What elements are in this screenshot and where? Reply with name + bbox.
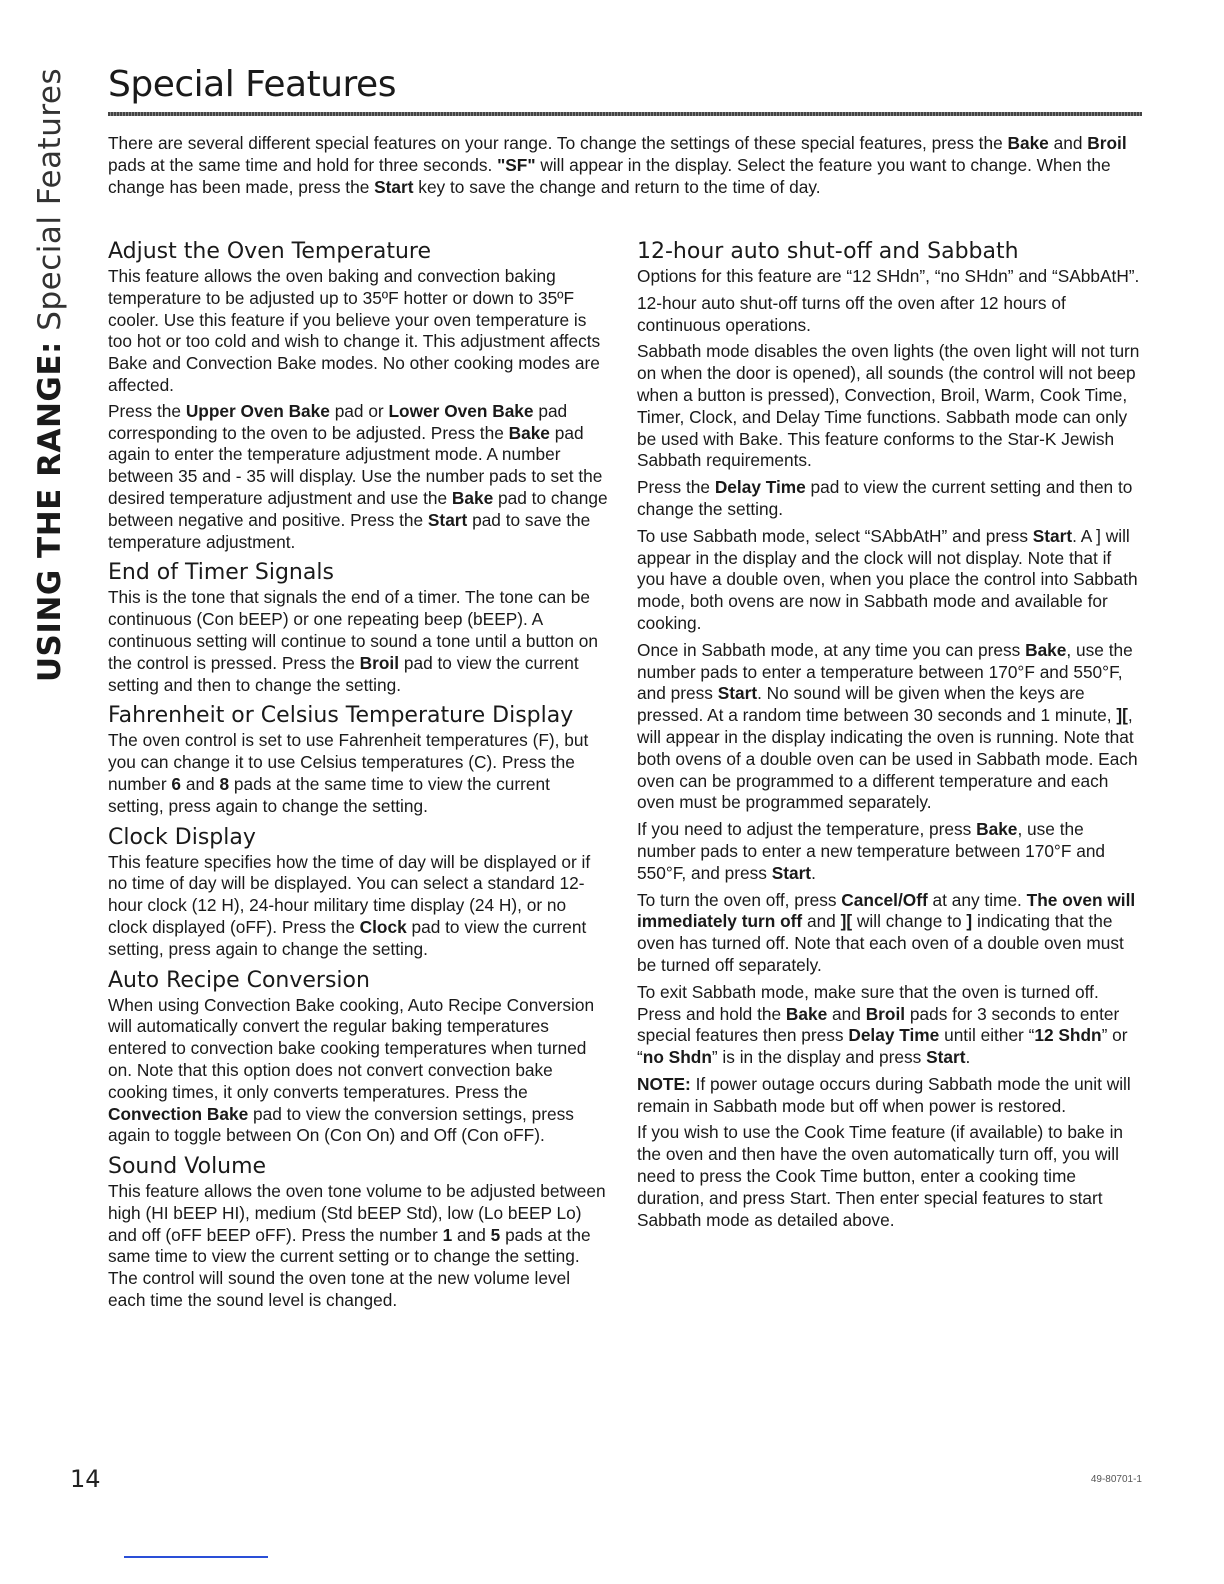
bold-text: Cancel/Off <box>841 889 928 910</box>
text-run: at any time. <box>927 889 1027 910</box>
bold-text: ][ <box>1116 705 1128 726</box>
text-run: pad to change between negative and positive. Press the <box>108 487 608 530</box>
bold-text: Clock <box>359 916 407 937</box>
section-paragraph <box>108 401 608 554</box>
section <box>108 238 608 553</box>
text-run: If you wish to use the Cook Time feature (if available) to bake in the oven and then have the oven automatically turn off, you will need to press the Cook Time button, enter a cooking time duration, and press Start. Then enter special features to start Sabbath mode as detailed above. <box>637 1122 1124 1230</box>
right-column <box>637 238 1142 1237</box>
text-run: The oven control is set to use Fahrenheit temperatures (F), but you can change it to use Celsius temperatures (C). Press the number <box>108 730 589 794</box>
section-paragraph <box>637 1074 1142 1118</box>
section-paragraph <box>637 266 1142 288</box>
bold-text: Delay Time <box>714 477 806 498</box>
text-run: until either “ <box>939 1025 1035 1046</box>
bold-text: ] <box>966 911 973 932</box>
section-heading: Auto Recipe Conversion <box>108 967 370 993</box>
text-run: 12-hour auto shut-off turns off the oven after 12 hours of continuous operations. <box>637 292 1066 335</box>
text-run: pads for 3 seconds to enter special features then press <box>637 1003 1120 1046</box>
section <box>637 238 1142 1231</box>
section <box>108 1153 608 1312</box>
text-run: This feature specifies how the time of day will be displayed or if no time of day will be displayed. You can select a standard 12-hour clock (12 H), 24-hour military time display (24 H), or no clock displayed (oFF). Press the <box>108 851 591 937</box>
section-paragraph <box>108 587 608 696</box>
bold-text: Convection Bake <box>108 1103 249 1124</box>
section-heading: 12-hour auto shut-off and Sabbath <box>637 239 1019 264</box>
side-tab-strong: USING THE RANGE: <box>32 341 68 683</box>
text-run: pad to view the conversion settings, press again to toggle between On (Con On) and Off (Con oFF). <box>108 1103 574 1146</box>
bold-text: Broil <box>865 1003 906 1024</box>
section-paragraph <box>637 293 1142 337</box>
side-tab-text <box>32 68 68 682</box>
section-paragraph <box>108 852 608 961</box>
text-run: and <box>802 911 841 932</box>
text-run: and <box>827 1003 866 1024</box>
title-rule <box>108 112 1142 116</box>
text-run: and <box>452 1224 491 1245</box>
text-run: If power outage occurs during Sabbath mode the unit will remain in Sabbath mode but off when power is restored. <box>637 1073 1131 1116</box>
section <box>108 967 608 1148</box>
bold-text: Lower Oven Bake <box>388 400 534 421</box>
section-paragraph <box>637 982 1142 1069</box>
bold-text: Start <box>926 1047 966 1068</box>
side-tab-light: Special Features <box>32 67 68 342</box>
text-run: This feature allows the oven tone volume to be adjusted between high (HI bEEP HI), medium (Std bEEP Std), low (Lo bEEP Lo) and off (oFF bEEP oFF). Press the number <box>108 1181 606 1245</box>
text-run: , will appear in the display indicating the oven is running. Note that both ovens of a double oven can be used in Sabbath mode. Each oven can be programmed to a different temperature and each oven must be programmed separately. <box>637 705 1138 813</box>
text-run: . <box>965 1047 971 1068</box>
bold-text: Start <box>771 862 812 883</box>
text-run: Options for this feature are “12 SHdn”, “no SHdn” and “SAbbAtH”. <box>637 266 1140 286</box>
text-run: , use the number pads to enter a temperature between 170°F and 550°F, and press <box>637 639 1133 704</box>
bold-text: Delay Time <box>848 1025 940 1046</box>
page-title: Special Features <box>108 64 396 105</box>
document-code: 49-80701-1 <box>1090 1474 1142 1485</box>
bold-text: The oven will immediately turn off <box>637 889 1136 932</box>
text-run: , use the number pads to enter a new temperature between 170°F and 550°F, and press <box>637 819 1106 883</box>
text-run: . A ] will appear in the display and the clock will not display. Note that if you have a double oven, when you place the control into Sabbath mode, both ovens are now in Sabbath mode and available for cooking. <box>637 525 1138 633</box>
text-run: pad to save the temperature adjustment. <box>108 509 591 552</box>
section-paragraph <box>637 1122 1142 1231</box>
text-run: To exit Sabbath mode, make sure that the oven is turned off. Press and hold the <box>637 981 1099 1024</box>
page-number: 14 <box>70 1465 101 1493</box>
section-heading: Fahrenheit or Celsius Temperature Display <box>108 703 574 729</box>
intro-paragraph <box>108 132 1148 198</box>
text-run: and <box>1048 133 1088 153</box>
section <box>108 559 608 696</box>
bold-text: 5 <box>490 1224 501 1245</box>
bold-text: 1 <box>442 1224 453 1245</box>
section-paragraph <box>108 730 608 817</box>
text-run: To use Sabbath mode, select “SAbbAtH” and press <box>637 525 1033 546</box>
side-tab <box>30 60 70 690</box>
text-run: When using Convection Bake cooking, Auto Recipe Conversion will automatically convert the regular baking temperatures entered to convection bake cooking temperatures when turned on. Note that this option does not convert convection bake cooking times, it only converts temperatures. Press the <box>108 994 595 1102</box>
text-run: will appear in the display. Select the feature you want to change. When the change has been made, press the <box>108 155 1111 197</box>
section-paragraph <box>637 819 1142 884</box>
bold-text: Broil <box>1087 133 1127 153</box>
bold-text: 6 <box>171 773 182 794</box>
text-run: pads at the same time to view the current setting or to change the setting. The control will sound the oven tone at the new volume level each time the sound level is changed. <box>108 1224 591 1311</box>
section-paragraph <box>108 266 608 397</box>
text-run: will change to <box>852 911 967 932</box>
bold-text: Start <box>374 177 414 197</box>
section-paragraph <box>637 890 1142 977</box>
section <box>108 702 608 817</box>
text-run: pad again to enter the temperature adjustment mode. A number between 35 and - 35 will display. Use the number pads to set the desired temperature adjustment and use the <box>108 422 603 508</box>
section-heading: Adjust the Oven Temperature <box>108 239 432 264</box>
section-heading: Sound Volume <box>108 1154 267 1180</box>
section <box>108 824 608 961</box>
bold-text: Start <box>717 683 758 704</box>
section-heading: Clock Display <box>108 824 256 850</box>
text-run: indicating that the oven has turned off. Note that each oven of a double oven must be turned off separately. <box>637 911 1124 975</box>
text-run: If you need to adjust the temperature, press <box>637 819 977 840</box>
text-run: Press the <box>637 477 715 498</box>
text-run: pad to view the current setting and then to change the setting. <box>108 652 579 695</box>
text-run: pad corresponding to the oven to be adjusted. Press the <box>108 400 568 443</box>
left-column <box>108 238 608 1318</box>
bold-text: "SF" <box>497 155 536 175</box>
text-run: and <box>181 773 220 794</box>
text-run: . <box>811 862 816 883</box>
text-run: This is the tone that signals the end of a timer. The tone can be continuous (Con bEEP) or one repeating beep (bEEP). A continuous setting will continue to sound a tone until a button on the control is pressed. Press the <box>108 587 598 673</box>
text-run: Press the <box>108 400 186 421</box>
footer-line <box>124 1556 268 1558</box>
text-run: There are several different special features on your range. To change the settings of these special features, press the <box>108 133 1008 153</box>
bold-text: Bake <box>451 487 494 508</box>
text-run: Once in Sabbath mode, at any time you can press <box>637 639 1026 660</box>
bold-text: Bake <box>976 819 1018 840</box>
section-paragraph <box>637 640 1142 814</box>
bold-text: Bake <box>1025 639 1067 660</box>
text-run: pad to view the current setting and then to change the setting. <box>637 477 1133 519</box>
text-run: ” or “ <box>637 1025 1128 1068</box>
bold-text: Start <box>427 509 468 530</box>
text-run: key to save the change and return to the time of day. <box>413 177 821 197</box>
text-run: Sabbath mode disables the oven lights (the oven light will not turn on when the door is opened), all sounds (the control will not beep when a button is pressed), Convection, Broil, Warm, Cook Time, Timer, Clock, and Delay Time functions. Sabbath mode can only be used with Bake. This feature conforms to the Star-K Jewish Sabbath requirements. <box>637 341 1140 471</box>
section-heading: End of Timer Signals <box>108 560 334 586</box>
section-paragraph <box>637 526 1142 635</box>
section-paragraph <box>108 1181 608 1312</box>
bold-text: NOTE: <box>637 1073 691 1094</box>
bold-text: Bake <box>785 1003 828 1024</box>
text-run: ” is in the display and press <box>711 1047 927 1068</box>
bold-text: ][ <box>840 911 853 932</box>
text-run: To turn the oven off, press <box>637 889 842 910</box>
bold-text: Bake <box>508 422 550 443</box>
bold-text: Start <box>1032 525 1073 546</box>
section-paragraph <box>108 995 608 1148</box>
text-run: pad to view the current setting, press again to change the setting. <box>108 916 587 959</box>
text-run: pads at the same time to view the current setting, press again to change the setting. <box>108 773 550 816</box>
section-paragraph <box>637 477 1142 521</box>
section-paragraph <box>637 341 1142 472</box>
bold-text: 12 Shdn <box>1034 1025 1102 1046</box>
bold-text: no Shdn <box>642 1047 712 1068</box>
bold-text: Broil <box>359 652 400 673</box>
bold-text: 8 <box>219 773 230 794</box>
bold-text: Bake <box>1007 133 1049 153</box>
text-run: pad or <box>329 400 389 421</box>
bold-text: Upper Oven Bake <box>185 400 330 421</box>
text-run: This feature allows the oven baking and convection baking temperature to be adjusted up to 35ºF hotter or down to 35ºF cooler. Use this feature if you believe your oven temperature is too hot or too cold and wish to change it. This adjustment affects Bake and Convection Bake modes. No other cooking modes are affected. <box>108 266 601 395</box>
text-run: . No sound will be given when the keys are pressed. At a random time between 30 seconds and 1 minute, <box>637 683 1117 726</box>
text-run: pads at the same time and hold for three seconds. <box>108 155 498 175</box>
